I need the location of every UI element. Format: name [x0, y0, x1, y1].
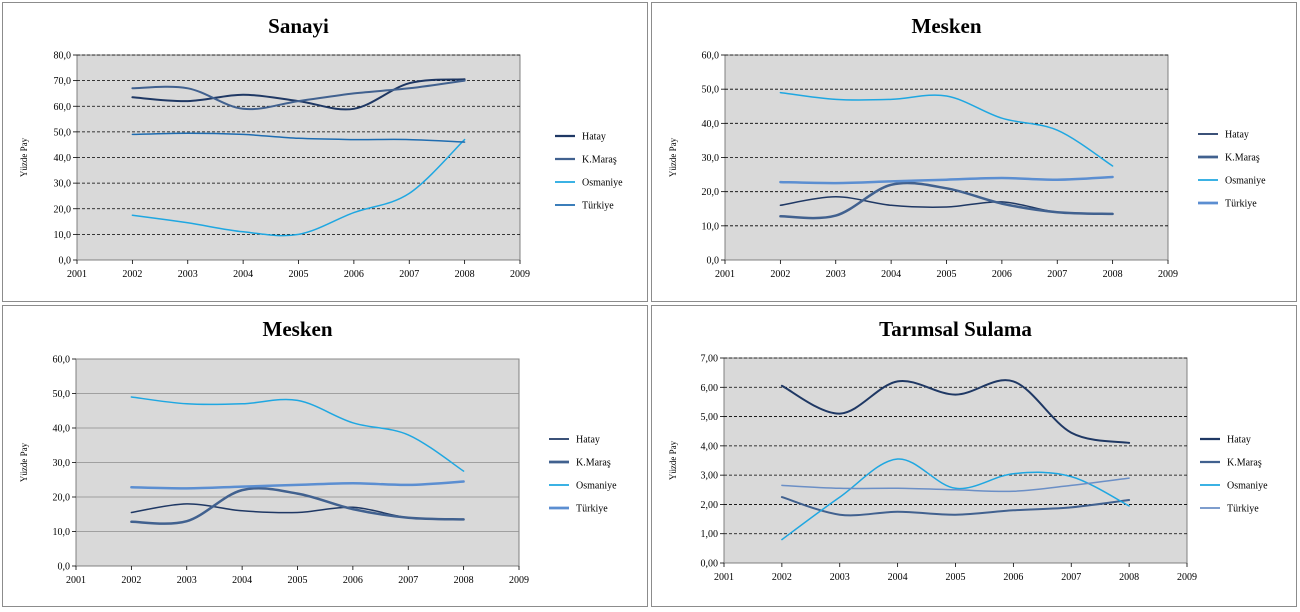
x-tick-label: 2002 [770, 269, 791, 280]
legend-label-hatay: Hatay [1225, 129, 1249, 141]
chart-panel-mesken-1 [651, 2, 1297, 302]
x-tick-label: 2005 [945, 572, 966, 583]
y-tick-label: 30,0 [52, 458, 70, 469]
y-tick-label: 40,0 [701, 118, 719, 130]
y-tick-label: 50,0 [52, 389, 70, 400]
y-tick-label: 60,0 [52, 354, 70, 366]
legend-label-k-maras: K.Maraş [1227, 457, 1262, 469]
chart-panel-tarimsal-sulama [651, 305, 1297, 607]
chart-title: Tarımsal Sulama [879, 317, 1032, 341]
y-tick-label: 10,0 [52, 527, 70, 538]
chart-2 [3, 306, 649, 608]
x-tick-label: 2007 [1047, 269, 1068, 280]
legend-label-k-maras: K.Maraş [576, 457, 611, 469]
y-axis-label: Yüzde Pay [19, 442, 29, 483]
x-tick-label: 2004 [881, 269, 902, 280]
x-tick-label: 2001 [66, 575, 86, 586]
x-tick-label: 2003 [829, 572, 850, 583]
x-tick-label: 2006 [991, 269, 1012, 280]
x-tick-label: 2008 [1102, 269, 1123, 280]
x-tick-label: 2008 [454, 269, 475, 280]
y-tick-label: 4,00 [700, 441, 718, 453]
y-tick-label: 0,0 [57, 561, 70, 573]
y-tick-label: 0,0 [706, 255, 719, 267]
y-tick-label: 50,0 [701, 84, 719, 96]
y-tick-label: 20,0 [52, 492, 70, 504]
x-tick-label: 2007 [1061, 572, 1082, 583]
y-tick-label: 30,0 [701, 153, 719, 164]
y-tick-label: 1,00 [700, 529, 718, 541]
x-tick-label: 2004 [232, 575, 253, 586]
y-axis-label: Yüzde Pay [668, 137, 678, 178]
x-tick-label: 2004 [887, 572, 908, 583]
x-tick-label: 2003 [825, 269, 846, 280]
legend-label-hatay: Hatay [1227, 434, 1251, 446]
legend-label-turkiye: Türkiye [576, 503, 608, 515]
legend-label-k-maras: K.Maraş [1225, 152, 1260, 164]
y-tick-label: 80,0 [53, 50, 71, 62]
x-tick-label: 2001 [715, 269, 735, 280]
x-tick-label: 2009 [1177, 572, 1197, 583]
chart-3 [652, 306, 1298, 608]
y-tick-label: 3,00 [700, 470, 718, 482]
x-tick-label: 2006 [342, 575, 363, 586]
y-tick-label: 20,0 [701, 187, 719, 199]
x-tick-label: 2001 [67, 269, 87, 280]
legend-label-osmaniye: Osmaniye [1225, 175, 1266, 187]
x-tick-label: 2007 [398, 575, 419, 586]
legend-label-k-maras: K.Maraş [582, 154, 617, 166]
x-tick-label: 2005 [936, 269, 957, 280]
y-axis-label: Yüzde Pay [668, 440, 678, 481]
x-tick-label: 2003 [176, 575, 197, 586]
y-tick-label: 30,0 [53, 178, 71, 190]
plot-area [724, 358, 1187, 563]
y-tick-label: 6,00 [700, 382, 718, 394]
y-tick-label: 7,00 [700, 353, 718, 365]
legend-label-hatay: Hatay [576, 434, 600, 446]
y-tick-label: 2,00 [700, 499, 718, 511]
chart-title: Mesken [262, 317, 333, 341]
y-tick-label: 40,0 [53, 153, 71, 164]
chart-panel-mesken-2 [2, 305, 648, 607]
chart-1 [652, 3, 1298, 303]
y-axis-label: Yüzde Pay [19, 137, 29, 178]
y-tick-label: 5,00 [700, 412, 718, 424]
y-tick-label: 0,0 [58, 255, 71, 267]
x-tick-label: 2006 [1003, 572, 1024, 583]
y-tick-label: 70,0 [53, 76, 71, 88]
x-tick-label: 2002 [122, 269, 143, 280]
x-tick-label: 2008 [1119, 572, 1140, 583]
x-tick-label: 2006 [343, 269, 364, 280]
legend-label-osmaniye: Osmaniye [576, 480, 617, 492]
x-tick-label: 2009 [509, 575, 529, 586]
legend-label-turkiye: Türkiye [1227, 503, 1259, 515]
y-tick-label: 40,0 [52, 423, 70, 435]
y-tick-label: 0,00 [700, 558, 718, 570]
x-tick-label: 2005 [288, 269, 309, 280]
y-tick-label: 50,0 [53, 127, 71, 139]
chart-title: Mesken [911, 14, 982, 38]
legend-label-turkiye: Türkiye [582, 200, 614, 212]
legend-label-turkiye: Türkiye [1225, 198, 1257, 210]
legend-label-hatay: Hatay [582, 131, 606, 143]
y-tick-label: 10,0 [53, 229, 71, 241]
y-tick-label: 60,0 [53, 101, 71, 113]
legend-label-osmaniye: Osmaniye [1227, 480, 1268, 492]
chart-title: Sanayi [268, 14, 329, 38]
x-tick-label: 2001 [714, 572, 734, 583]
x-tick-label: 2003 [177, 269, 198, 280]
x-tick-label: 2002 [771, 572, 792, 583]
x-tick-label: 2002 [121, 575, 142, 586]
chart-panel-sanayi [2, 2, 648, 302]
legend-label-osmaniye: Osmaniye [582, 177, 623, 189]
chart-0 [3, 3, 649, 303]
x-tick-label: 2008 [453, 575, 474, 586]
y-tick-label: 60,0 [701, 50, 719, 62]
x-tick-label: 2007 [399, 269, 420, 280]
x-tick-label: 2004 [233, 269, 254, 280]
x-tick-label: 2005 [287, 575, 308, 586]
x-tick-label: 2009 [1158, 269, 1178, 280]
y-tick-label: 10,0 [701, 221, 719, 233]
x-tick-label: 2009 [510, 269, 530, 280]
y-tick-label: 20,0 [53, 204, 71, 216]
